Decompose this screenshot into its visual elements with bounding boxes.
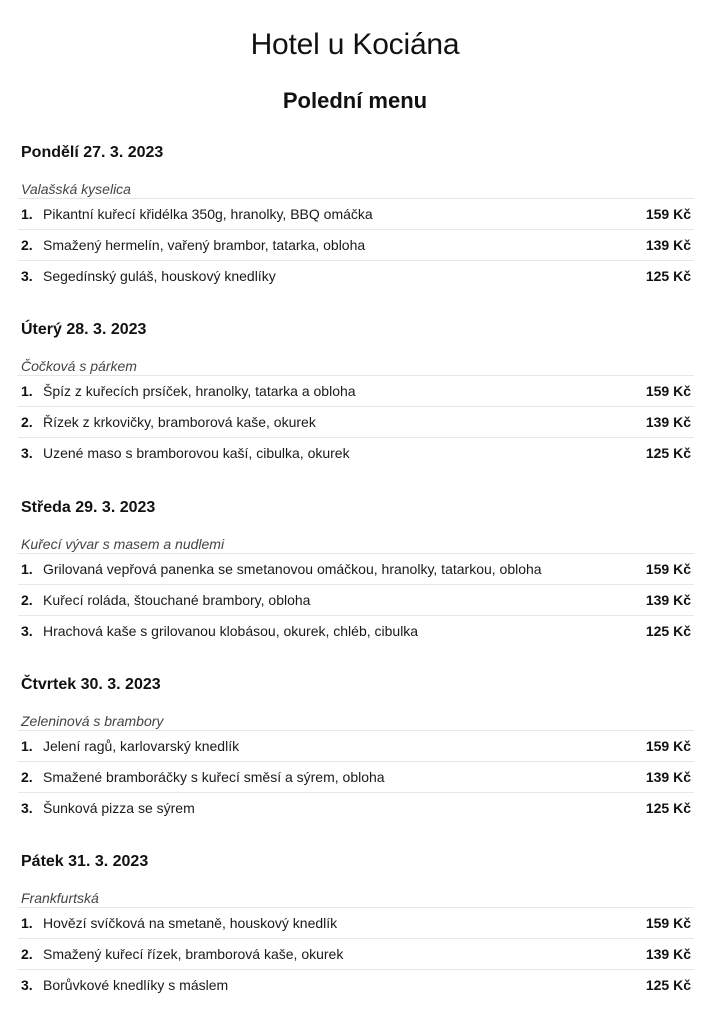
soup-of-day: Valašská kyselica xyxy=(21,181,131,197)
hotel-name: Hotel u Kociána xyxy=(250,28,460,61)
dish-number: 1. xyxy=(21,206,33,222)
dish-price: 139 Kč xyxy=(645,592,691,608)
dish-row xyxy=(18,730,694,761)
dish-name: Kuřecí roláda, štouchané brambory, obloha xyxy=(43,592,311,608)
dish-list xyxy=(18,907,694,1000)
dish-name: Šunková pizza se sýrem xyxy=(43,800,195,816)
dish-number: 2. xyxy=(21,414,33,430)
dish-price: 125 Kč xyxy=(645,268,691,284)
day-title: Pátek 31. 3. 2023 xyxy=(21,853,149,870)
dish-number: 2. xyxy=(21,769,33,785)
dish-list xyxy=(18,553,694,646)
dish-number: 1. xyxy=(21,738,33,754)
dish-price: 159 Kč xyxy=(645,738,691,754)
dish-name: Smažený hermelín, vařený brambor, tatarka, obloha xyxy=(43,237,366,253)
dish-row xyxy=(18,260,694,291)
soup-of-day: Kuřecí vývar s masem a nudlemi xyxy=(21,536,225,552)
dish-price: 125 Kč xyxy=(645,977,691,993)
dish-name: Řízek z krkovičky, bramborová kaše, okurek xyxy=(43,414,316,430)
dish-name: Špíz z kuřecích prsíček, hranolky, tatarka a obloha xyxy=(43,383,356,399)
dish-row xyxy=(18,553,694,584)
dish-name: Pikantní kuřecí křidélka 350g, hranolky, BBQ omáčka xyxy=(43,206,373,222)
dish-name: Segedínský guláš, houskový knedlíky xyxy=(43,268,276,284)
dish-row xyxy=(18,584,694,615)
dish-price: 139 Kč xyxy=(645,237,691,253)
dish-price: 139 Kč xyxy=(645,769,691,785)
dish-number: 1. xyxy=(21,383,33,399)
dish-price: 139 Kč xyxy=(645,414,691,430)
dish-row xyxy=(18,198,694,229)
dish-name: Uzené maso s bramborovou kaší, cibulka, okurek xyxy=(43,445,350,461)
dish-number: 3. xyxy=(21,800,33,816)
dish-row xyxy=(18,938,694,969)
dish-price: 159 Kč xyxy=(645,206,691,222)
dish-number: 1. xyxy=(21,561,33,577)
dish-price: 139 Kč xyxy=(645,946,691,962)
dish-list xyxy=(18,730,694,823)
dish-row xyxy=(18,907,694,938)
dish-price: 159 Kč xyxy=(645,561,691,577)
soup-of-day: Čočková s párkem xyxy=(21,358,137,374)
dish-row xyxy=(18,229,694,260)
dish-row xyxy=(18,406,694,437)
day-title: Středa 29. 3. 2023 xyxy=(21,499,156,516)
dish-price: 125 Kč xyxy=(645,445,691,461)
dish-price: 125 Kč xyxy=(645,800,691,816)
dish-price: 125 Kč xyxy=(645,623,691,639)
dish-number: 2. xyxy=(21,946,33,962)
dish-list xyxy=(18,375,694,468)
dish-name: Hrachová kaše s grilovanou klobásou, okurek, chléb, cibulka xyxy=(43,623,419,639)
dish-row xyxy=(18,437,694,468)
day-title: Pondělí 27. 3. 2023 xyxy=(21,144,164,161)
dish-price: 159 Kč xyxy=(645,383,691,399)
dish-number: 1. xyxy=(21,915,33,931)
soup-of-day: Zeleninová s brambory xyxy=(21,713,164,729)
dish-row xyxy=(18,615,694,646)
day-title: Úterý 28. 3. 2023 xyxy=(21,321,147,338)
dish-row xyxy=(18,375,694,406)
dish-name: Grilovaná vepřová panenka se smetanovou omáčkou, hranolky, tatarkou, obloha xyxy=(43,561,542,577)
dish-row xyxy=(18,792,694,823)
dish-name: Borůvkové knedlíky s máslem xyxy=(43,977,229,993)
dish-number: 3. xyxy=(21,445,33,461)
menu-title: Polední menu xyxy=(282,88,428,113)
dish-number: 2. xyxy=(21,592,33,608)
dish-price: 159 Kč xyxy=(645,915,691,931)
dish-number: 2. xyxy=(21,237,33,253)
dish-name: Smažený kuřecí řízek, bramborová kaše, okurek xyxy=(43,946,344,962)
dish-row xyxy=(18,969,694,1000)
dish-number: 3. xyxy=(21,977,33,993)
dish-name: Hovězí svíčková na smetaně, houskový knedlík xyxy=(43,915,338,931)
dish-name: Jelení ragů, karlovarský knedlík xyxy=(43,738,240,754)
day-title: Čtvrtek 30. 3. 2023 xyxy=(21,676,161,693)
dish-list xyxy=(18,198,694,291)
dish-name: Smažené bramboráčky s kuřecí směsí a sýrem, obloha xyxy=(43,769,385,785)
dish-number: 3. xyxy=(21,623,33,639)
dish-number: 3. xyxy=(21,268,33,284)
soup-of-day: Frankfurtská xyxy=(21,890,99,906)
dish-row xyxy=(18,761,694,792)
